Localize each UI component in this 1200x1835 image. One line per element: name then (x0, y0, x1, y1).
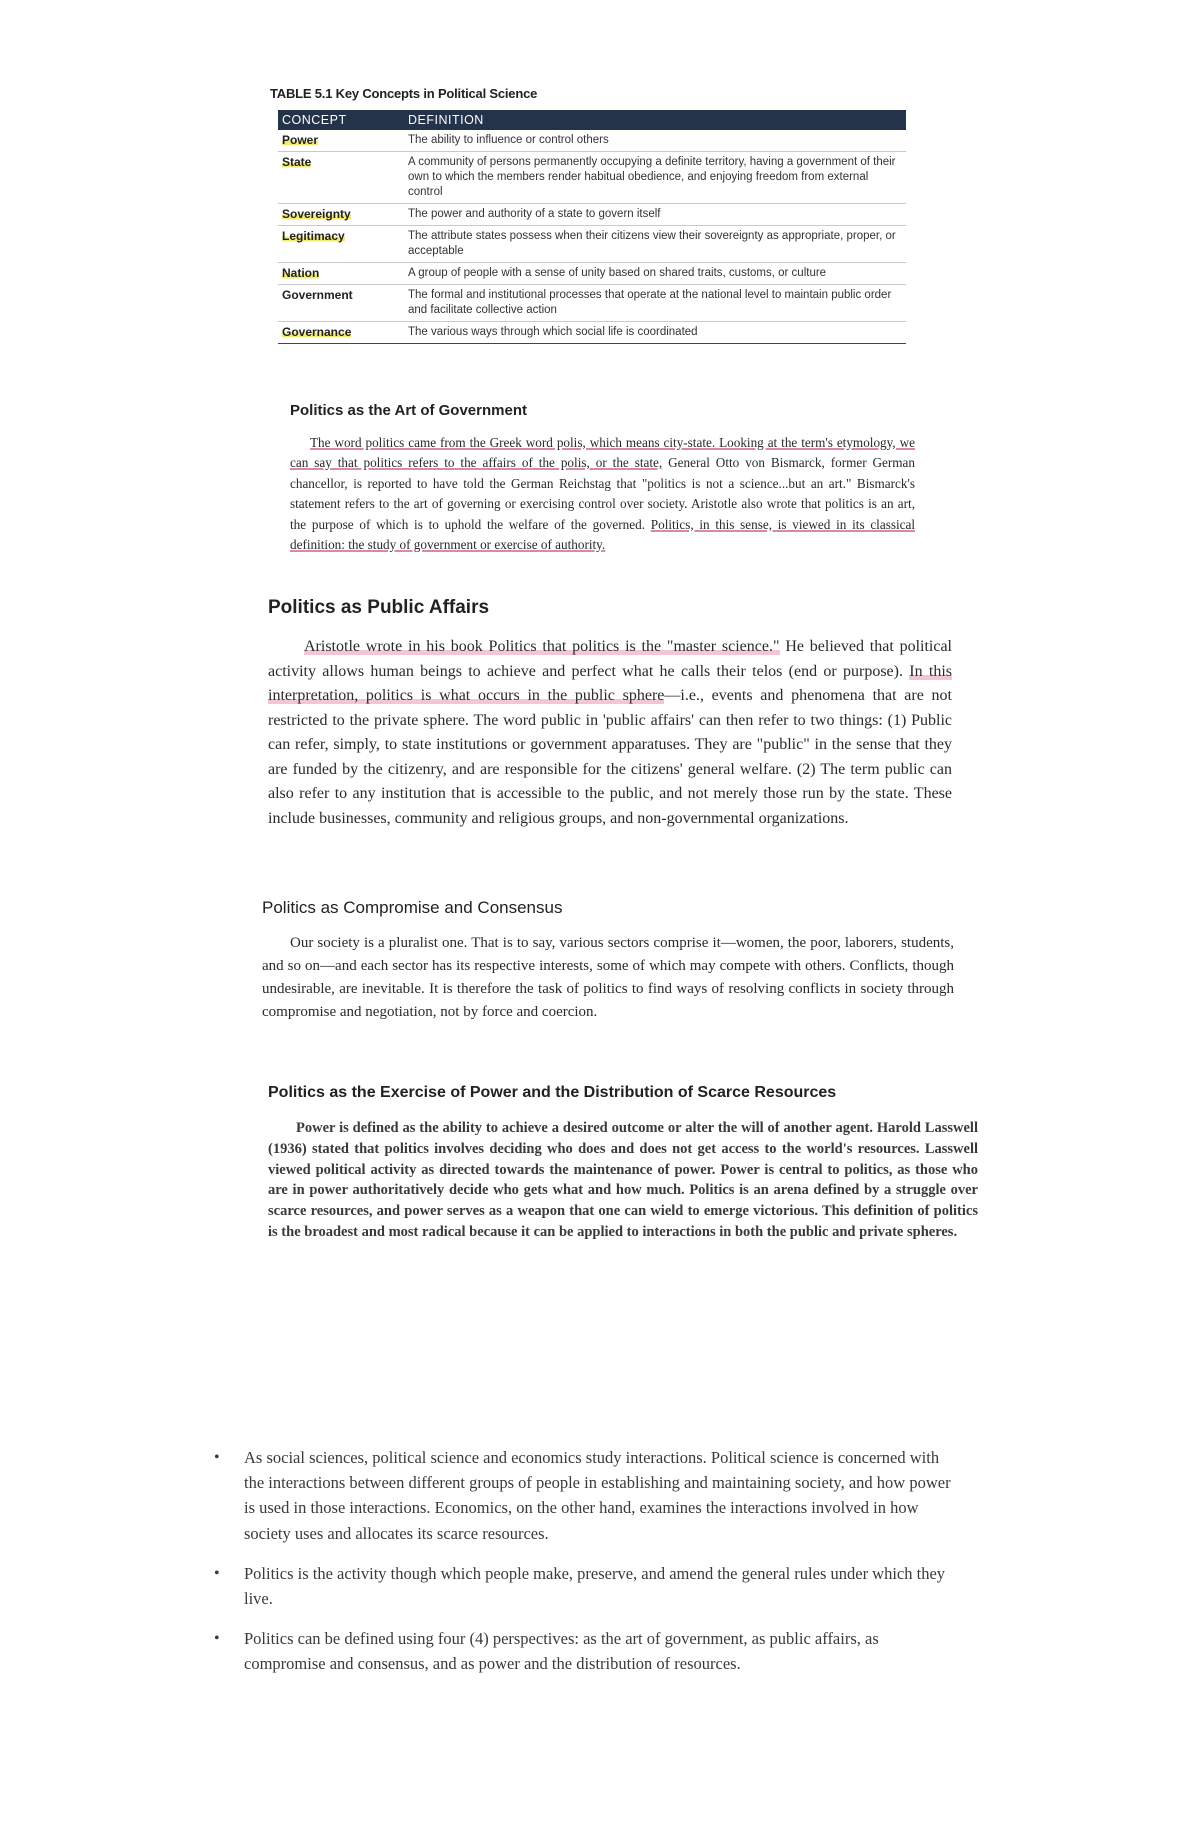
section-power-resources (268, 1084, 978, 1243)
key-concepts-table (278, 110, 906, 344)
list-item (214, 1561, 956, 1611)
bullet-icon: • (214, 1449, 220, 1466)
concept-term: State (282, 155, 312, 169)
paragraph-text: General Otto von Bismarck, former German chancellor, is reported to have told the German Reichstag that "politics is not a science...but an art." Bismarck's statement refers to the art of governing or exercising control over society. Aristotle also wrote that politics is an art, the purpose of which is to uphold the welfare of the governed. (290, 455, 916, 532)
header-definition: DEFINITION (404, 110, 906, 130)
underlined-text: Politics, in this sense, is viewed in its classical definition: the study of government or exercise of authority. (290, 516, 915, 553)
section-paragraph: Our society is a pluralist one. That is to say, various sectors comprise it—women, the poor, laborers, students, and so on—and each sector has its respective interests, some of which may compete with others. Conflicts, though undesirable, are inevitable. It is therefore the task of politics to find ways of resolving conflicts in society through compromise and negotiation, not by force and coercion. (262, 935, 954, 1020)
concept-definition: The power and authority of a state to govern itself (404, 204, 906, 226)
concept-term: Power (282, 133, 319, 147)
section-heading: Politics as Compromise and Consensus (262, 898, 563, 917)
header-concept: CONCEPT (278, 110, 404, 130)
concept-definition: The formal and institutional processes that operate at the national level to maintain public order and facilitate collective action (404, 285, 906, 322)
section-heading: Politics as Public Affairs (268, 597, 490, 618)
table-row (278, 263, 906, 285)
table-header-row (278, 110, 906, 130)
concept-term: Sovereignty (282, 207, 351, 221)
underlined-text: Aristotle wrote in his book Politics that politics is the "master science." (304, 638, 780, 655)
table-row (278, 204, 906, 226)
table-row (278, 322, 906, 344)
section-paragraph: Power is defined as the ability to achieve a desired outcome or alter the will of another agent. Harold Lasswell (1936) stated that politics involves deciding who does and does not get access to the world's resources. Lasswell viewed political activity as directed towards the maintenance of power. Power is central to politics, as those who are in power authoritatively decide who gets what and how much. Politics is an arena defined by a struggle over scarce resources, and power serves as a weapon that one can wield to emerge victorious. This definition of politics is the broadest and most radical because it can be applied to interactions in both the public and private spheres. (268, 1120, 978, 1240)
paragraph-text: He believed that political activity allows human beings to achieve and perfect what he calls their telos (end or purpose). (268, 638, 953, 680)
concept-definition: A group of people with a sense of unity based on shared traits, customs, or culture (404, 263, 906, 285)
bullet-text: Politics is the activity though which people make, preserve, and amend the general rules under which they live. (244, 1563, 946, 1609)
list-item (214, 1626, 956, 1676)
paragraph-text: —i.e., events and phenomena that are not restricted to the private sphere. The word public in 'public affairs' can then refer to two things: (1) Public can refer, simply, to state institutions or government apparatuses. They are "public" in the sense that they are funded by the citizenry, and are responsible for the citizens' general welfare. (2) The term public can also refer to any institution that is accessible to the public, and not merely those run by the state. These include businesses, community and religious groups, and non-governmental organizations. (268, 687, 952, 827)
table-number: TABLE 5.1 (270, 86, 333, 101)
table-row (278, 285, 906, 322)
bullet-text: As social sciences, political science and economics study interactions. Political science is concerned with the interactions between different groups of people in establishing and maintaining society, and how power is used in those interactions. Economics, on the other hand, examines the interactions involved in how society uses and allocates its scarce resources. (244, 1448, 951, 1543)
concept-term: Government (282, 288, 353, 302)
section-paragraph (268, 635, 952, 831)
section-compromise-consensus (262, 898, 954, 1024)
table-title: Key Concepts in Political Science (335, 86, 538, 101)
bullet-icon: • (214, 1630, 220, 1648)
concept-term: Governance (282, 325, 352, 339)
table-row (278, 226, 906, 263)
section-public-affairs (268, 597, 952, 831)
section-art-of-government (290, 402, 915, 555)
concept-definition: The various ways through which social life is coordinated (404, 322, 906, 344)
bullet-icon: • (214, 1564, 220, 1582)
summary-bullet-list (214, 1445, 956, 1692)
concept-definition: The attribute states possess when their citizens view their sovereignty as appropriate, proper, or acceptable (404, 226, 906, 263)
concept-definition: A community of persons permanently occupying a definite territory, having a government of their own to which the members render habitual obedience, and enjoying freedom from external control (404, 152, 906, 204)
list-item (214, 1445, 956, 1546)
concept-term: Nation (282, 266, 320, 280)
table-row (278, 130, 906, 152)
underlined-text: The word politics came from the Greek word polis, which means city-state. Looking at the term's etymology, we can say that politics refers to the affairs of the polis, or the state, (290, 435, 915, 471)
section-heading: Politics as the Exercise of Power and the Distribution of Scarce Resources (268, 1084, 837, 1101)
concept-term: Legitimacy (282, 229, 345, 243)
section-heading: Politics as the Art of Government (290, 402, 527, 419)
concept-definition: The ability to influence or control others (404, 130, 906, 152)
bullet-text: Politics can be defined using four (4) perspectives: as the art of government, as public affairs, as compromise and consensus, and as power and the distribution of resources. (244, 1629, 879, 1674)
table-caption (270, 86, 537, 101)
underlined-text: In this interpretation, politics is what occurs in the public sphere (268, 662, 952, 704)
section-paragraph (290, 433, 915, 555)
table-row (278, 152, 906, 204)
